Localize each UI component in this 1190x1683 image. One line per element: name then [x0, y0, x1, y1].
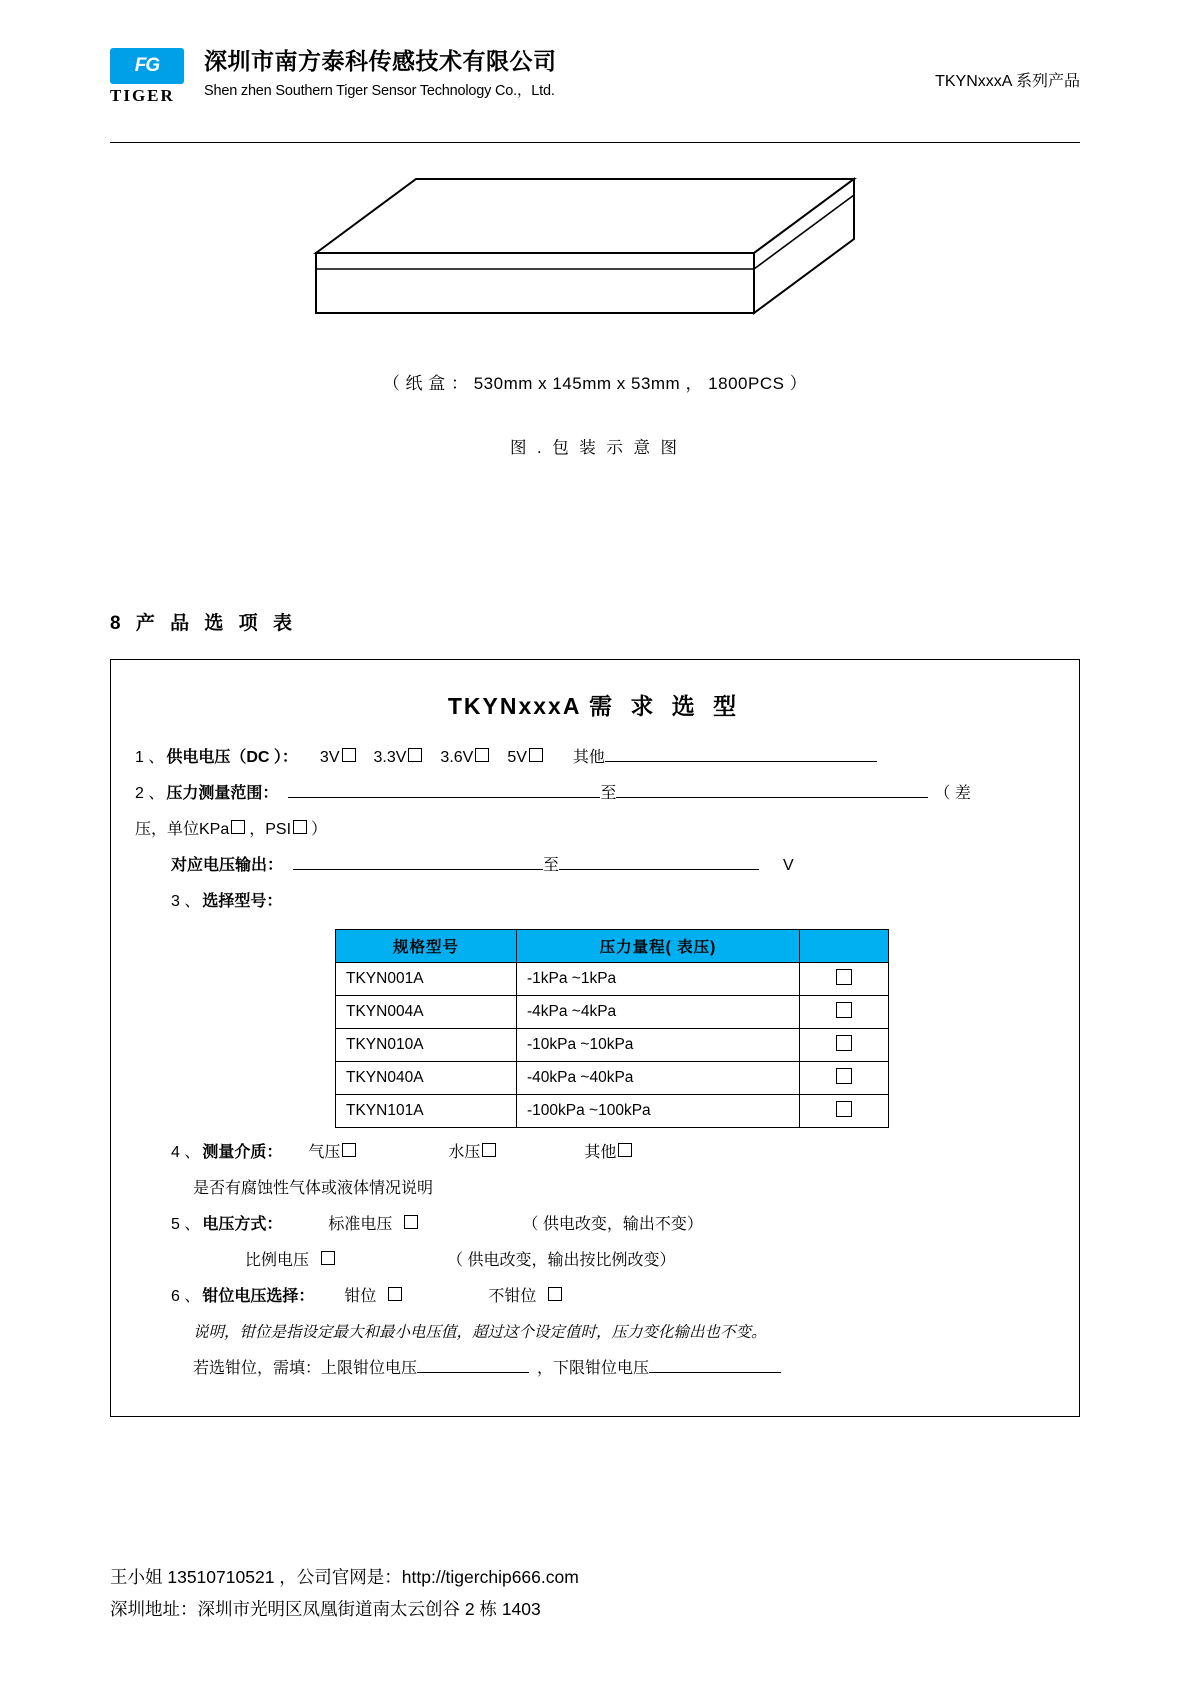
item1-number: 1 、 [135, 749, 165, 766]
checkbox-no-clamp[interactable] [548, 1287, 562, 1301]
form-item-clamp-voltage [135, 1282, 1055, 1312]
item4-option-air: 气压 [308, 1144, 341, 1161]
section-title: 8 产 品 选 项 表 [110, 613, 297, 634]
table-row [336, 1029, 889, 1062]
form-item-clamp-fill [135, 1354, 1055, 1384]
checkbox-tkyn010a[interactable] [836, 1035, 852, 1051]
checkbox-3-3v[interactable] [408, 748, 422, 762]
spec-cell-range: -4kPa ~4kPa [517, 996, 800, 1029]
spec-cell-range: -1kPa ~1kPa [517, 963, 800, 996]
table-row [336, 1062, 889, 1095]
item2-range-from-input[interactable] [288, 779, 600, 798]
item5-option-standard-note: （ 供电改变，输出不变） [522, 1216, 703, 1233]
table-row [336, 1095, 889, 1128]
header-divider [110, 142, 1080, 143]
form-item-pressure-unit [135, 815, 1055, 845]
clamp-lower-voltage-input[interactable] [649, 1354, 781, 1373]
spec-cell-range: -10kPa ~10kPa [517, 1029, 800, 1062]
item5-option-standard: 标准电压 [328, 1216, 393, 1233]
item1-label: 供电电压（DC ）： [166, 749, 298, 766]
item1-option-5v: 5V [507, 749, 527, 766]
item2-unit-mid: ，PSI [249, 821, 292, 838]
item6-option-noclamp: 不钳位 [488, 1288, 537, 1305]
form-item-voltage-output [135, 851, 1055, 881]
checkbox-tkyn101a[interactable] [836, 1101, 852, 1117]
voltage-output-unit: V [783, 857, 794, 874]
footer-contact: 王小姐 13510710521 ，公司官网是：http://tigerchip666.com [110, 1567, 579, 1587]
voltage-output-to-input[interactable] [559, 851, 759, 870]
spec-cell-model: TKYN101A [336, 1095, 517, 1128]
item5-option-ratio-note: （ 供电改变，输出按比例改变） [447, 1252, 676, 1269]
checkbox-standard-voltage[interactable] [404, 1215, 418, 1229]
spec-header-model: 规格型号 [336, 930, 517, 963]
form-item-corrosive-note [135, 1174, 1055, 1204]
spec-table [335, 929, 889, 1128]
form-item-supply-voltage [135, 743, 1055, 773]
form-title-sub: 需 求 选 型 [588, 693, 743, 719]
item1-other-label: 其他 [572, 749, 605, 766]
item6-option-clamp: 钳位 [344, 1288, 377, 1305]
item1-other-input[interactable] [605, 743, 877, 762]
item3-number: 3 、 [171, 893, 201, 910]
spec-cell-model: TKYN040A [336, 1062, 517, 1095]
item2-unit-suffix: ） [311, 821, 328, 838]
checkbox-3v[interactable] [342, 748, 356, 762]
spec-cell-select[interactable] [800, 996, 889, 1029]
logo-mark-text: FG [134, 55, 160, 76]
form-item-clamp-note [135, 1318, 1055, 1348]
document-reference: TKYNxxxA 系列产品 [935, 73, 1080, 90]
checkbox-psi[interactable] [293, 820, 307, 834]
company-logo [110, 46, 190, 106]
voltage-output-from-input[interactable] [293, 851, 543, 870]
spec-header-select [800, 930, 889, 963]
form-item-medium [135, 1138, 1055, 1168]
item2-number: 2 、 [135, 785, 165, 802]
spec-cell-select[interactable] [800, 1095, 889, 1128]
product-option-form [110, 659, 1080, 1417]
tiger-logo-icon [110, 48, 184, 84]
checkbox-kpa[interactable] [231, 820, 245, 834]
company-name-en: Shen zhen Southern Tiger Sensor Technology Co.，Ltd. [204, 83, 555, 99]
item4-number: 4 、 [171, 1144, 201, 1161]
figure-caption: 图 . 包 装 示 意 图 [509, 439, 681, 457]
spec-cell-select[interactable] [800, 1029, 889, 1062]
carton-dimensions-caption: （ 纸 盒 ： 530mm x 145mm x 53mm ， 1800PCS ） [382, 374, 808, 393]
checkbox-tkyn040a[interactable] [836, 1068, 852, 1084]
form-title-model: TKYNxxxA [447, 693, 581, 719]
package-drawing [110, 165, 1080, 355]
item2-unit-prefix: 压，单位KPa [135, 821, 230, 838]
item6-note: 说明，钳位是指设定最大和最小电压值，超过这个设定值时，压力变化输出也不变。 [193, 1324, 767, 1341]
spec-cell-select[interactable] [800, 1062, 889, 1095]
spec-cell-model: TKYN004A [336, 996, 517, 1029]
item4-note: 是否有腐蚀性气体或液体情况说明 [193, 1180, 434, 1197]
company-name-cn: 深圳市南方泰科传感技术有限公司 [204, 48, 557, 74]
item5-number: 5 、 [171, 1216, 201, 1233]
item1-option-33v: 3.3V [373, 749, 407, 766]
company-name-block [204, 46, 935, 103]
spec-header-range: 压力量程( 表压) [517, 930, 800, 963]
spec-cell-model: TKYN010A [336, 1029, 517, 1062]
checkbox-other-medium[interactable] [618, 1143, 632, 1157]
page-header [110, 0, 1080, 136]
item6-fill-prefix: 若选钳位，需填：上限钳位电压 [193, 1360, 418, 1377]
spec-table-container [135, 929, 1055, 1128]
checkbox-clamp[interactable] [388, 1287, 402, 1301]
form-title [135, 688, 1055, 721]
spec-table-header-row [336, 930, 889, 963]
checkbox-ratio-voltage[interactable] [321, 1251, 335, 1265]
form-item-pressure-range [135, 779, 1055, 809]
item2-tail-text: （ 差 [934, 785, 971, 802]
clamp-upper-voltage-input[interactable] [417, 1354, 529, 1373]
item6-fill-mid: ，下限钳位电压 [537, 1360, 650, 1377]
spec-cell-range: -40kPa ~40kPa [517, 1062, 800, 1095]
checkbox-3-6v[interactable] [475, 748, 489, 762]
spec-cell-select[interactable] [800, 963, 889, 996]
item6-label: 钳位电压选择： [202, 1288, 315, 1305]
item4-option-water: 水压 [448, 1144, 481, 1161]
spec-cell-model: TKYN001A [336, 963, 517, 996]
item5-label: 电压方式： [202, 1216, 283, 1233]
voltage-output-separator: 至 [543, 857, 560, 874]
item1-option-36v: 3.6V [440, 749, 474, 766]
item3-label: 选择型号： [202, 893, 283, 910]
checkbox-air-pressure[interactable] [342, 1143, 356, 1157]
footer-address: 深圳地址：深圳市光明区凤凰街道南太云创谷 2 栋 1403 [110, 1599, 541, 1619]
table-row [336, 963, 889, 996]
carton-box-illustration [310, 173, 860, 333]
logo-wordmark: TIGER [110, 86, 175, 105]
item4-label: 测量介质： [202, 1144, 283, 1161]
checkbox-water-pressure[interactable] [482, 1143, 496, 1157]
checkbox-tkyn001a[interactable] [836, 969, 852, 985]
item2-label: 压力测量范围： [166, 785, 279, 802]
spec-cell-range: -100kPa ~100kPa [517, 1095, 800, 1128]
form-item-voltage-mode-ratio [135, 1246, 1055, 1276]
form-item-select-model [135, 887, 1055, 917]
item2-range-to-input[interactable] [616, 779, 928, 798]
item6-number: 6 、 [171, 1288, 201, 1305]
form-item-voltage-mode [135, 1210, 1055, 1240]
item5-option-ratio: 比例电压 [245, 1252, 310, 1269]
item1-option-3v: 3V [319, 749, 340, 766]
item2-sub-label: 对应电压输出： [171, 857, 284, 874]
table-row [336, 996, 889, 1029]
checkbox-5v[interactable] [529, 748, 543, 762]
item2-range-separator: 至 [600, 785, 617, 802]
page-footer [110, 1561, 579, 1625]
item4-option-other: 其他 [584, 1144, 617, 1161]
checkbox-tkyn004a[interactable] [836, 1002, 852, 1018]
